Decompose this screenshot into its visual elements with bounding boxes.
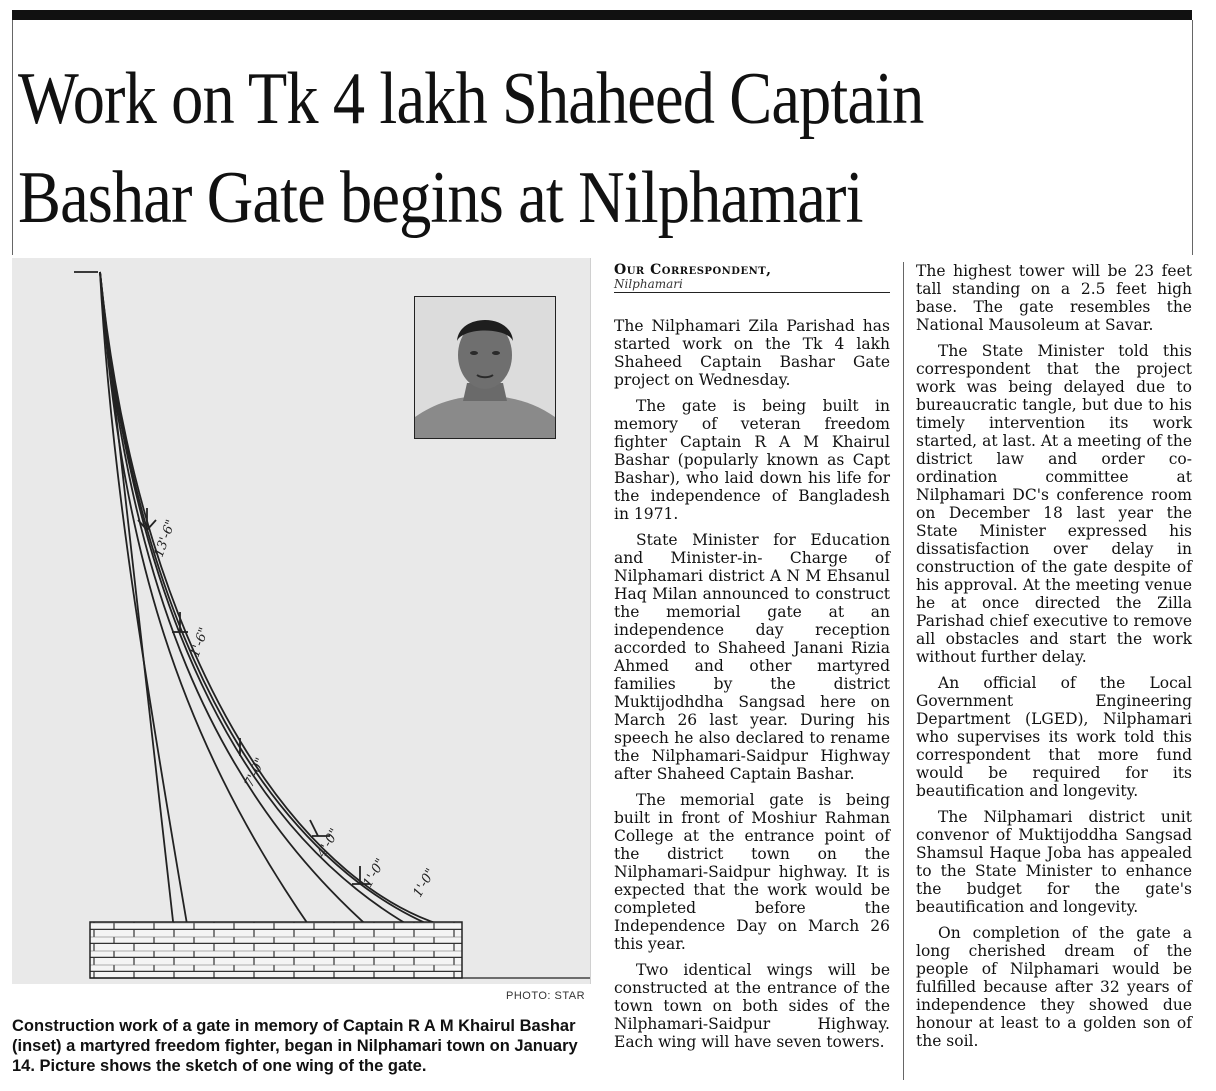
paragraph: On completion of the gate a long cherished dream of the people of Nilphamari would be fulfilled because after 32 years of independence they showed due honour at least to a golden son of the soil. <box>916 924 1192 1050</box>
sketch-label-2: 1'-6" <box>187 625 213 660</box>
right-frame-line <box>1192 20 1193 255</box>
sketch-label-4: 4'-0" <box>314 826 343 860</box>
byline-place: Nilphamari <box>614 278 890 293</box>
sketch-label-3: 7'-0" <box>242 755 269 790</box>
article-column-1 <box>614 262 890 1059</box>
photo-caption: Construction work of a gate in memory of Captain R A M Khairul Bashar (inset) a martyred freedom fighter, began in Nilphamari town on January 14. Picture shows the sketch of one wing of the gate. <box>12 1017 578 1075</box>
column-divider <box>903 262 904 1080</box>
left-frame-line <box>12 20 13 255</box>
paragraph: Two identical wings will be constructed at the entrance of the town town on both sides of the Nilphamari-Saidpur Highway. Each wing will have seven towers. <box>614 961 890 1051</box>
sketch-label-6: 1'-0" <box>410 866 439 900</box>
top-rule <box>12 10 1192 20</box>
headline-line-1: Work on Tk 4 lakh Shaheed Captain <box>18 58 924 140</box>
inset-portrait <box>414 296 556 439</box>
photo-credit: PHOTO: STAR <box>506 990 586 1002</box>
brick-base <box>90 922 462 978</box>
paragraph: The Nilphamari Zila Parishad has started work on the Tk 4 lakh Shaheed Captain Bashar Gate project on Wednesday. <box>614 317 890 389</box>
portrait-image <box>415 297 555 438</box>
paragraph: An official of the Local Government Engineering Department (LGED), Nilphamari who supervises its work told this correspondent that more fund would be required for its beautification and longevity. <box>916 674 1192 800</box>
paragraph: State Minister for Education and Minister-in- Charge of Nilphamari district A N M Ehsanul Haq Milan announced to construct the memorial gate at an independence day reception accorded to Shaheed Janani Rizia Ahmed and other martyred families by the district Muktijodhdha Sangsad here on March 26 last year. During his speech he also declared to rename the Nilphamari-Saidpur Highway after Shaheed Captain Bashar. <box>614 531 890 783</box>
headline-line-2: Bashar Gate begins at Nilphamari <box>18 157 863 239</box>
sketch-label-5: 1'-0" <box>360 856 389 890</box>
article-column-2 <box>916 262 1192 1058</box>
headline <box>18 50 1049 248</box>
paragraph: The State Minister told this correspondent that the project work was being delayed due to bureaucratic tangle, but due to his timely intervention its work started, at last. At a meeting of the district law and order co-ordination committee at Nilphamari DC's conference room on December 18 last year the State Minister expressed his dissatisfaction over delay in construction of the gate despite of his approval. At the meeting venue he at once directed the Zilla Parishad chief executive to remove all obstacles and start the work without further delay. <box>916 342 1192 666</box>
paragraph: The Nilphamari district unit convenor of Muktijoddha Sangsad Shamsul Haque Joba has appealed to the State Minister to enhance the budget for the gate's beautification and longevity. <box>916 808 1192 916</box>
paragraph: The memorial gate is being built in front of Moshiur Rahman College at the entrance point of the district town on the Nilphamari-Saidpur highway. It is expected that the work would be completed before the Independence Day on March 26 this year. <box>614 791 890 953</box>
sketch-label-1: 13'-6" <box>151 517 180 560</box>
byline-name: Our Correspondent, <box>614 262 772 278</box>
paragraph: The highest tower will be 23 feet tall standing on a 2.5 feet high base. The gate resembles the National Mausoleum at Savar. <box>916 262 1192 334</box>
paragraph: The gate is being built in memory of veteran freedom fighter Captain R A M Khairul Bashar (popularly known as Capt Bashar), who laid down his life for the independence of Bangladesh in 1971. <box>614 397 890 523</box>
